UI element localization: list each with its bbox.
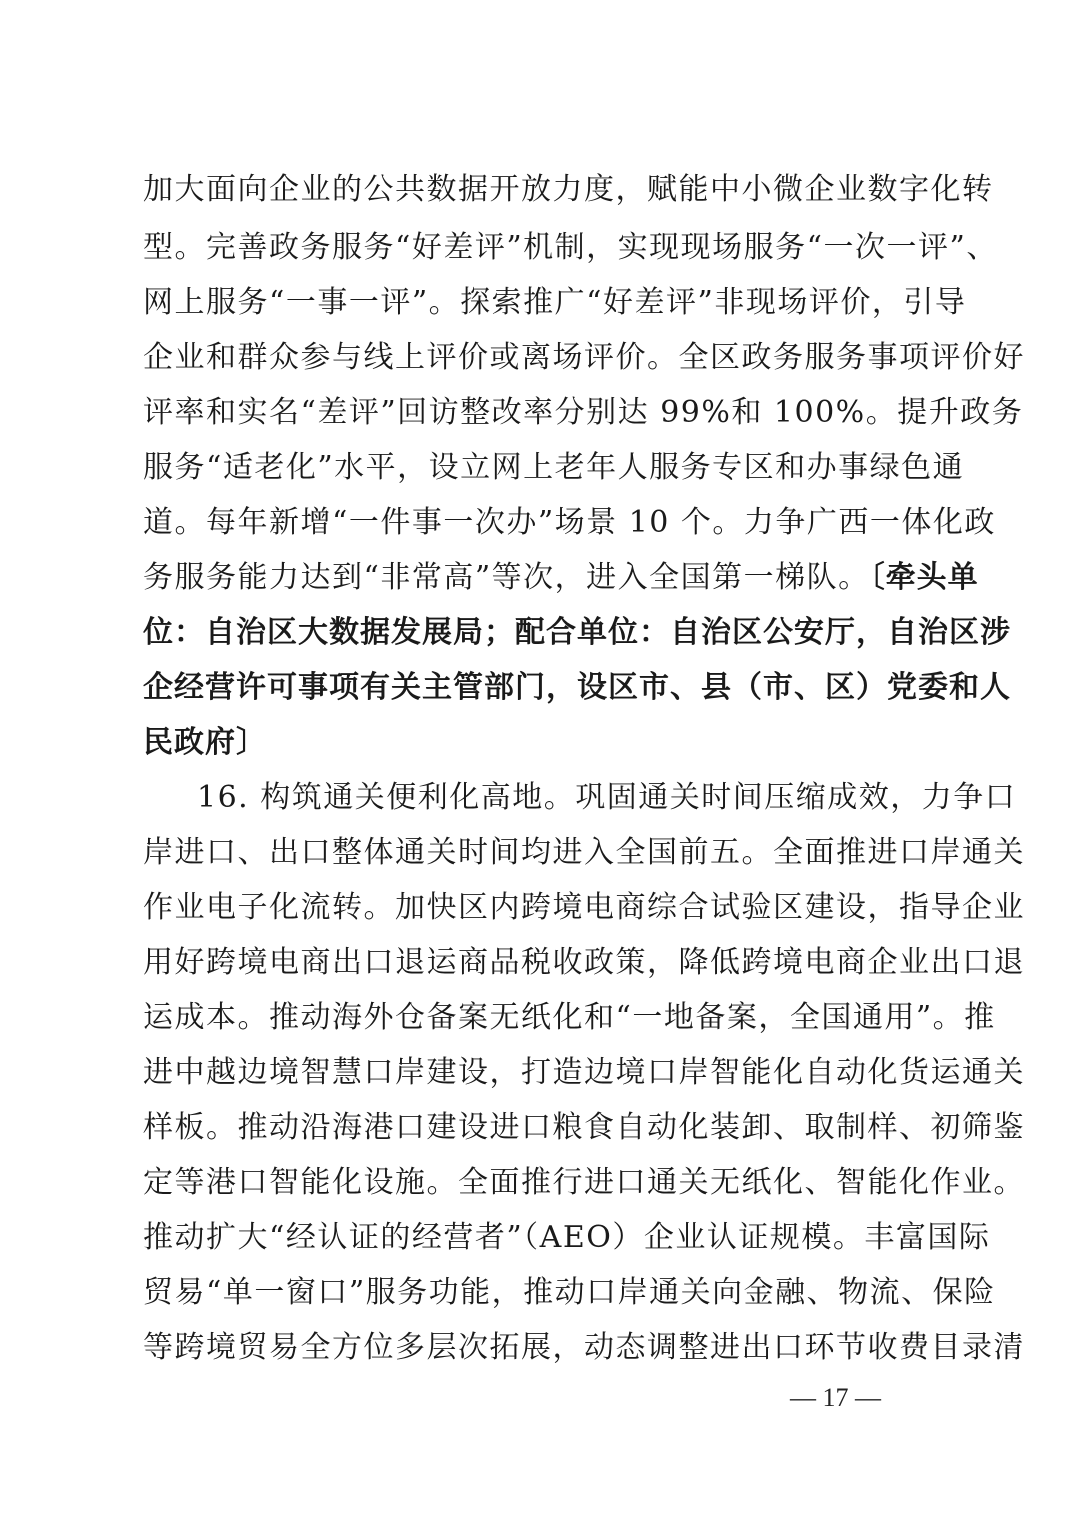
body-line: 服务“适老化”水平，设立网上老年人服务专区和办事绿色通: [143, 450, 965, 485]
responsible-units-line: 企经营许可事项有关主管部门，设区市、县（市、区）党委和人: [143, 670, 1011, 705]
body-line: 型。完善政务服务“好差评”机制，实现现场服务“一次一评”、: [143, 230, 998, 265]
responsible-units-line: 民政府〕: [143, 725, 267, 760]
responsible-units-line: 位：自治区大数据发展局；配合单位：自治区公安厅，自治区涉: [143, 615, 1011, 650]
body-line: 推动扩大“经认证的经营者”（AEO）企业认证规模。丰富国际: [143, 1220, 991, 1255]
body-line: 网上服务“一事一评”。探索推广“好差评”非现场评价，引导: [143, 285, 967, 320]
page-number: — 17 —: [790, 1383, 881, 1412]
body-line: 进中越边境智慧口岸建设，打造边境口岸智能化自动化货运通关: [143, 1055, 1025, 1090]
body-line: 贸易“单一窗口”服务功能，推动口岸通关向金融、物流、保险: [143, 1275, 996, 1310]
responsible-units-start: 〔牵头单: [869, 560, 979, 595]
body-line: 道。每年新增“一件事一次办”场景 10 个。力争广西一体化政: [143, 505, 996, 540]
body-line-with-responsible: [143, 558, 979, 598]
body-line: 岸进口、出口整体通关时间均进入全国前五。全面推进口岸通关: [143, 835, 1025, 870]
body-line: 运成本。推动海外仓备案无纸化和“一地备案，全国通用”。推: [143, 1000, 996, 1035]
body-line: 评率和实名“差评”回访整改率分别达 99%和 100%。提升政务: [143, 395, 1024, 430]
body-line: 等跨境贸易全方位多层次拓展，动态调整进出口环节收费目录清: [143, 1330, 1025, 1365]
body-line: 用好跨境电商出口退运商品税收政策，降低跨境电商企业出口退: [143, 945, 1025, 980]
body-line: 定等港口智能化设施。全面推行进口通关无纸化、智能化作业。: [143, 1165, 1025, 1200]
body-line: 作业电子化流转。加快区内跨境电商综合试验区建设，指导企业: [143, 890, 1025, 925]
body-line: 样板。推动沿海港口建设进口粮食自动化装卸、取制样、初筛鉴: [143, 1110, 1025, 1145]
body-text: 务服务能力达到“非常高”等次，进入全国第一梯队。: [143, 560, 870, 595]
section-16-first-line: 16. 构筑通关便利化高地。巩固通关时间压缩成效，力争口: [197, 780, 1017, 815]
body-line: 加大面向企业的公共数据开放力度，赋能中小微企业数字化转: [143, 172, 994, 207]
body-line: 企业和群众参与线上评价或离场评价。全区政务服务事项评价好: [143, 340, 1025, 375]
